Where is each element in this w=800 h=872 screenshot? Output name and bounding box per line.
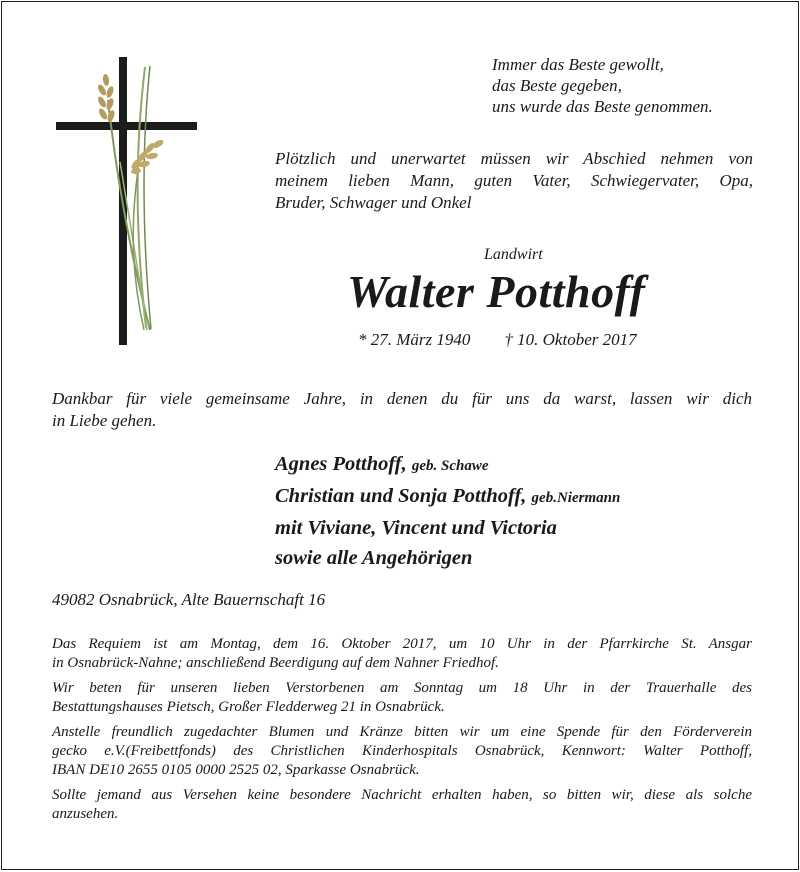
prayer-notice: [52, 679, 752, 717]
notice-line: Das Requiem ist am Montag, dem 16. Oktober 2017, um 10 Uhr in der Pfarrkirche St. Ansgar: [52, 636, 752, 652]
mourner-row: [275, 481, 620, 513]
notice-line: Wir beten für unseren lieben Verstorbenen am Sonntag um 18 Uhr in der Trauerhalle des: [52, 680, 752, 696]
thanks-line: in Liebe gehen.: [52, 411, 157, 430]
notice-line: IBAN DE10 2655 0105 0000 2525 02, Sparkasse Osnabrück.: [52, 762, 420, 778]
funeral-notices: [52, 635, 752, 830]
mourner-name: Agnes Potthoff,: [275, 453, 407, 475]
obituary-notice: [1, 1, 799, 870]
poem-line: Immer das Beste gewollt,: [492, 55, 664, 74]
requiem-notice: [52, 635, 752, 673]
maiden-name: geb. Schawe: [411, 458, 489, 474]
life-dates: [358, 330, 637, 350]
mourner-row: [275, 449, 620, 481]
closing-notice: [52, 786, 752, 824]
mourner-row: [275, 543, 620, 573]
mourner-name: Christian und Sonja Potthoff,: [275, 485, 527, 507]
death-date: † 10. Oktober 2017: [504, 330, 637, 349]
profession: Landwirt: [484, 246, 543, 263]
mourners-list: [275, 449, 620, 573]
intro-text: [275, 148, 753, 214]
poem-line: das Beste gegeben,: [492, 76, 622, 95]
intro-line: meinem lieben Mann, guten Vater, Schwiegervater, Opa,: [275, 171, 753, 190]
notice-line: Bestattungshauses Pietsch, Großer Fledderweg 21 in Osnabrück.: [52, 699, 445, 715]
notice-line: anzusehen.: [52, 806, 119, 822]
poem: [492, 54, 713, 117]
maiden-name: geb.Niermann: [531, 490, 621, 506]
birth-date: * 27. März 1940: [358, 330, 471, 349]
deceased-name: Walter Potthoff: [347, 266, 646, 317]
cross-with-wheat-icon: [50, 52, 205, 352]
mourner-name: mit Viviane, Vincent und Victoria: [275, 517, 557, 539]
thanks-line: Dankbar für viele gemeinsame Jahre, in denen du für uns da warst, lassen wir dich: [52, 389, 752, 408]
mourner-name: sowie alle Angehörigen: [275, 547, 473, 569]
thanks-text: [52, 388, 752, 432]
notice-line: gecko e.V.(Freibettfonds) des Christlichen Kinderhospitals Osnabrück, Kennwort: Walter Potthoff,: [52, 743, 752, 759]
notice-line: in Osnabrück-Nahne; anschließend Beerdigung auf dem Nahner Friedhof.: [52, 655, 499, 671]
intro-line: Bruder, Schwager und Onkel: [275, 193, 472, 212]
notice-line: Sollte jemand aus Versehen keine besondere Nachricht erhalten haben, so bitten wir, diese als solche: [52, 787, 752, 803]
mourner-row: [275, 513, 620, 543]
poem-line: uns wurde das Beste genommen.: [492, 97, 713, 116]
donation-notice: [52, 723, 752, 780]
family-address: 49082 Osnabrück, Alte Bauernschaft 16: [52, 590, 326, 609]
intro-line: Plötzlich und unerwartet müssen wir Abschied nehmen von: [275, 149, 753, 168]
notice-line: Anstelle freundlich zugedachter Blumen und Kränze bitten wir um eine Spende für den Förderverein: [52, 724, 752, 740]
